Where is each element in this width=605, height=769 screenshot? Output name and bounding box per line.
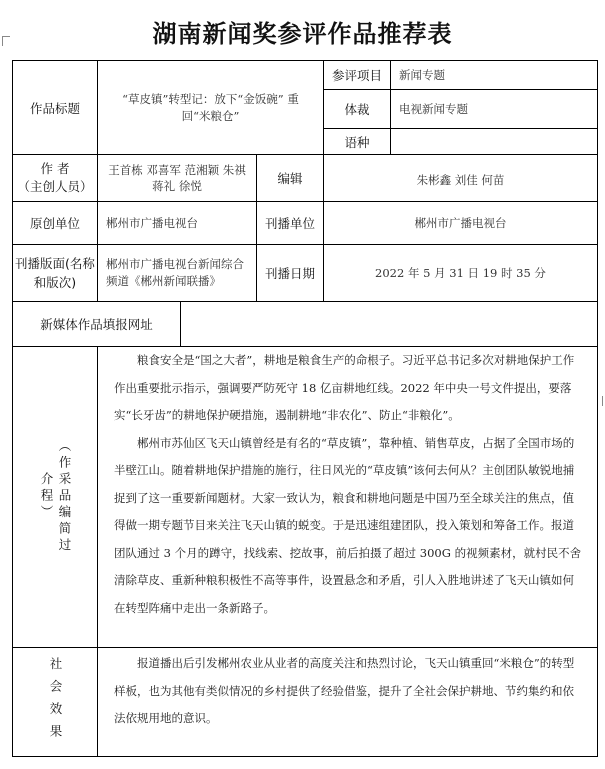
editors-value: 朱彬鑫 刘佳 何苗 [323, 154, 598, 202]
effect-paragraph: 报道播出后引发郴州农业从业者的高度关注和热烈讨论，飞天山镇重回“米粮仓”的转型样板，也为其他有类似情况的乡村提供了经验借鉴，提升了全社会保护耕地、节约集约和依法依规用地的意识。 [114, 656, 575, 725]
edition-value: 郴州市广播电视台新闻综合频道《郴州新闻联播》 [97, 244, 257, 302]
authors-value: 王首栋 邓喜军 范湘颖 朱祺 蒋礼 徐悦 [97, 154, 257, 202]
authors-label: 作 者 （主创人员） [12, 154, 98, 202]
intro-paragraph-1: 粮食安全是“国之大者”，耕地是粮食生产的命根子。习近平总书记多次对耕地保护工作作出重要批示指示，强调要严防死守 18 亿亩耕地红线。2022 年中央一号文件提出，要落实“长牙齿”的耕地保护硬措施，遏制耕地“非农化”、防止“非粮化”。 [114, 353, 575, 422]
page-title: 湖南新闻奖参评作品推荐表 [152, 20, 453, 48]
effect-label: 社会效果 [12, 647, 98, 757]
publisher-label: 刊播单位 [256, 201, 324, 245]
intro-label: （作采品编简过介程） [12, 346, 98, 648]
language-label: 语种 [323, 128, 391, 155]
language-value [390, 128, 598, 155]
edition-label: 刊播版面(名称和版次) [12, 244, 98, 302]
origin-label: 原创单位 [12, 201, 98, 245]
date-label: 刊播日期 [256, 244, 324, 302]
category-value: 新闻专题 [390, 60, 598, 90]
origin-value: 郴州市广播电视台 [97, 201, 257, 245]
publisher-value: 郴州市广播电视台 [323, 201, 598, 245]
intro-content [97, 346, 598, 648]
table-move-handle-icon[interactable] [2, 36, 10, 46]
editors-label: 编辑 [256, 154, 324, 202]
effect-content [97, 647, 598, 757]
date-value: 2022 年 5 月 31 日 19 时 35 分 [323, 244, 598, 302]
new-media-label: 新媒体作品填报网址 [12, 301, 181, 347]
work-title-label: 作品标题 [12, 60, 98, 155]
genre-label: 体裁 [323, 89, 391, 129]
work-title-value: “草皮镇”转型记：放下“金饭碗” 重回“米粮仓” [97, 60, 324, 155]
new-media-value[interactable] [180, 301, 598, 347]
intro-paragraph-2: 郴州市苏仙区飞天山镇曾经是有名的“草皮镇”，靠种植、销售草皮，占据了全国市场的半壁江山。随着耕地保护措施的施行，往日风光的“草皮镇”该何去何从？主创团队敏锐地捕捉到了这一重要新闻题材。大家一致认为，粮食和耕地问题是中国乃至全球关注的焦点，值得做一期专题节目来关注飞天山镇的蜕变。于是迅速组建团队，投入策划和筹备工作。报道团队通过 3 个月的蹲守，找线索、挖故事，前后拍摄了超过 300G 的视频素材，就村民不舍清除草皮、重新种粮积极性不高等事件，设置悬念和矛盾，引人入胜地讲述了飞天山镇如何在转型阵痛中走出一条新路子。 [114, 435, 582, 615]
genre-value: 电视新闻专题 [390, 89, 598, 129]
category-label: 参评项目 [323, 60, 391, 90]
